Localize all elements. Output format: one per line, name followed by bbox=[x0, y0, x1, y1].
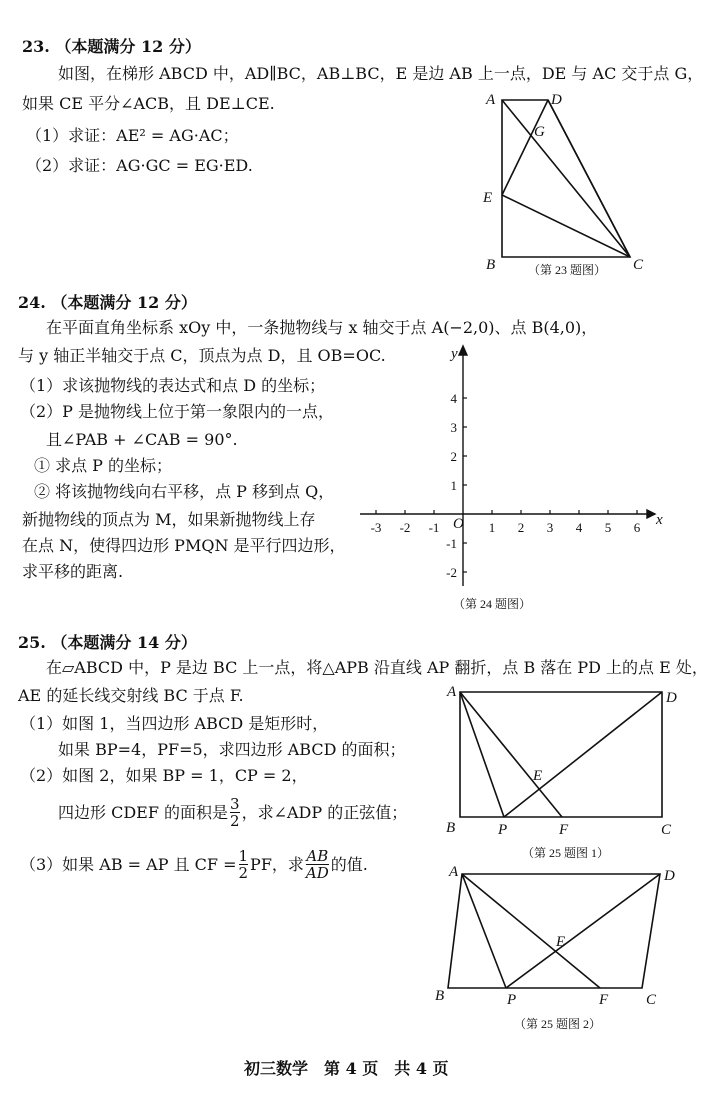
q25f1-label-p: P bbox=[498, 822, 508, 838]
q24-x-tick-label: 1 bbox=[488, 520, 496, 535]
q23-diagonal-ac bbox=[502, 100, 630, 257]
q25-ratio-numerator: AB bbox=[306, 847, 329, 865]
q23-label-a: A bbox=[486, 92, 496, 108]
q23-stem-line1: 如图，在梯形 ABCD 中，AD∥BC，AB⊥BC，E 是边 AB 上一点，DE 与 AC 交于点 G， bbox=[58, 64, 704, 83]
q25-part3 bbox=[20, 848, 368, 881]
q23-label-d: D bbox=[551, 92, 562, 108]
q24-sub2-line3: 在点 N，使得四边形 PMQN 是平行四边形， bbox=[22, 536, 346, 555]
q25f1-rectangle bbox=[460, 692, 662, 817]
q25-part3-text-mid: PF，求 bbox=[250, 854, 304, 874]
q24-y-ticks bbox=[446, 391, 467, 580]
q25-figure-1 bbox=[440, 680, 690, 865]
q24-y-tick-label: 3 bbox=[450, 420, 457, 435]
q23-label-e: E bbox=[483, 190, 493, 206]
q24-x-tick-label: 6 bbox=[633, 520, 641, 535]
q25f1-label-a: A bbox=[447, 684, 457, 700]
q24-y-tick-label: 4 bbox=[450, 391, 457, 406]
q24-y-tick-label: 1 bbox=[450, 478, 457, 493]
q24-x-label: x bbox=[656, 512, 663, 528]
q25-area-numerator: 3 bbox=[230, 795, 240, 813]
q24-y-tick-label: -2 bbox=[446, 565, 457, 580]
q24-coordinate-figure bbox=[355, 338, 675, 618]
q25f1-label-c: C bbox=[661, 822, 672, 838]
q24-sub2-line4: 求平移的距离. bbox=[22, 562, 124, 581]
q24-sub2-line2: 新抛物线的顶点为 M，如果新抛物线上存 bbox=[22, 510, 316, 529]
q24-caption: （第 24 题图） bbox=[453, 597, 532, 611]
q25-area-fraction bbox=[230, 796, 240, 829]
q23-segment-dc bbox=[548, 100, 630, 257]
q24-stem-line1: 在平面直角坐标系 xOy 中，一条抛物线与 x 轴交于点 A(−2,0)、点 B(4,0)， bbox=[46, 318, 598, 337]
q24-x-tick-label: -2 bbox=[399, 520, 411, 535]
q25f1-label-b: B bbox=[446, 820, 456, 836]
q23-part2: （2）求证：AG·GC = EG·ED. bbox=[26, 156, 253, 175]
q25f2-label-c: C bbox=[646, 992, 657, 1008]
q25f2-label-d: D bbox=[664, 868, 675, 884]
q25f1-caption: （第 25 题图 1） bbox=[522, 846, 610, 860]
q25f2-segment-pd bbox=[506, 874, 660, 988]
q23-label-g: G bbox=[534, 124, 545, 140]
q23-header: 23. （本题满分 12 分） bbox=[22, 37, 201, 56]
q25f1-label-f: F bbox=[559, 822, 569, 838]
q25-ratio-denominator: AD bbox=[305, 864, 329, 882]
q25-part1-line2: 如果 BP=4，PF=5，求四边形 ABCD 的面积； bbox=[58, 740, 406, 759]
q25-area-denominator: 2 bbox=[230, 812, 240, 830]
q25-part1-line1: （1）如图 1，当四边形 ABCD 是矩形时， bbox=[20, 714, 329, 733]
page-footer: 初三数学 第 4 页 共 4 页 bbox=[244, 1059, 449, 1078]
q25f2-segment-af bbox=[462, 874, 600, 988]
q25f1-segment-af bbox=[460, 692, 562, 817]
q25f2-segment-ap bbox=[462, 874, 506, 988]
q25f1-segment-ap bbox=[460, 692, 504, 817]
q24-y-tick-label: -1 bbox=[446, 536, 457, 551]
q24-y-tick-label: 2 bbox=[450, 449, 457, 464]
q23-caption: （第 23 题图） bbox=[528, 263, 607, 277]
q25-cf-denominator: 2 bbox=[238, 864, 249, 882]
q25-part2-text-post: ，求∠ADP 的正弦值； bbox=[241, 802, 408, 822]
q25f2-label-e: E bbox=[556, 934, 566, 950]
q23-figure bbox=[470, 88, 660, 278]
q24-x-tick-label: 5 bbox=[604, 520, 612, 535]
q25-part2-text-pre: 四边形 CDEF 的面积是 bbox=[58, 802, 229, 822]
q25-part2-line1: （2）如图 2，如果 BP = 1，CP = 2， bbox=[20, 766, 308, 785]
q23-label-b: B bbox=[486, 257, 496, 273]
q24-part1: （1）求该抛物线的表达式和点 D 的坐标； bbox=[20, 376, 326, 395]
q24-x-tick-label: 2 bbox=[517, 520, 525, 535]
q25f1-label-e: E bbox=[533, 768, 543, 784]
q25-stem-line1: 在▱ABCD 中，P 是边 BC 上一点，将△APB 沿直线 AP 翻折，点 B 落在 PD 上的点 E 处， bbox=[46, 658, 708, 677]
q25f2-label-f: F bbox=[599, 992, 609, 1008]
q25-ratio-fraction bbox=[306, 848, 329, 881]
q25-cf-fraction bbox=[239, 848, 249, 881]
q24-x-tick-label: -1 bbox=[428, 520, 440, 535]
q25f1-label-d: D bbox=[666, 690, 677, 706]
q23-stem-line2: 如果 CE 平分∠ACB，且 DE⊥CE. bbox=[22, 94, 275, 113]
q25f2-label-p: P bbox=[507, 992, 517, 1008]
q24-header: 24. （本题满分 12 分） bbox=[18, 293, 197, 312]
q25f1-segment-pd bbox=[504, 692, 662, 817]
q25-part3-text-post: 的值. bbox=[330, 854, 368, 874]
q25f2-caption: （第 25 题图 2） bbox=[514, 1017, 602, 1031]
q24-sub2-line1: ② 将该抛物线向右平移，点 P 移到点 Q， bbox=[34, 482, 335, 501]
q24-x-tick-label: 4 bbox=[575, 520, 583, 535]
q24-part2-line1: （2）P 是抛物线上位于第一象限内的一点， bbox=[20, 402, 335, 421]
q25-stem-line2: AE 的延长线交射线 BC 于点 F. bbox=[18, 686, 244, 705]
q24-y-label: y bbox=[451, 346, 458, 362]
q25-figure-2 bbox=[430, 862, 690, 1037]
q23-label-c: C bbox=[633, 257, 644, 273]
q25f2-label-a: A bbox=[449, 864, 459, 880]
q24-stem-line2: 与 y 轴正半轴交于点 C，顶点为点 D，且 OB=OC. bbox=[18, 346, 386, 365]
q25-cf-numerator: 1 bbox=[238, 847, 249, 865]
q24-origin-label: O bbox=[453, 516, 464, 532]
q24-x-tick-label: -3 bbox=[370, 520, 382, 535]
q24-y-arrow bbox=[459, 346, 467, 355]
q24-part2-line2: 且∠PAB + ∠CAB = 90°. bbox=[46, 430, 238, 449]
q23-part1: （1）求证：AE² = AG·AC； bbox=[26, 126, 239, 145]
q24-x-tick-label: 3 bbox=[546, 520, 554, 535]
q25f2-parallelogram bbox=[448, 874, 660, 988]
q25f2-label-b: B bbox=[435, 988, 445, 1004]
q25-header: 25. （本题满分 14 分） bbox=[18, 633, 197, 652]
q24-x-arrow bbox=[647, 510, 655, 518]
q23-segment-ec bbox=[502, 195, 630, 257]
q24-sub1: ① 求点 P 的坐标； bbox=[34, 456, 173, 475]
q25-part3-text-pre: （3）如果 AB = AP 且 CF = bbox=[20, 854, 237, 874]
q25-part2-line2 bbox=[58, 796, 407, 829]
